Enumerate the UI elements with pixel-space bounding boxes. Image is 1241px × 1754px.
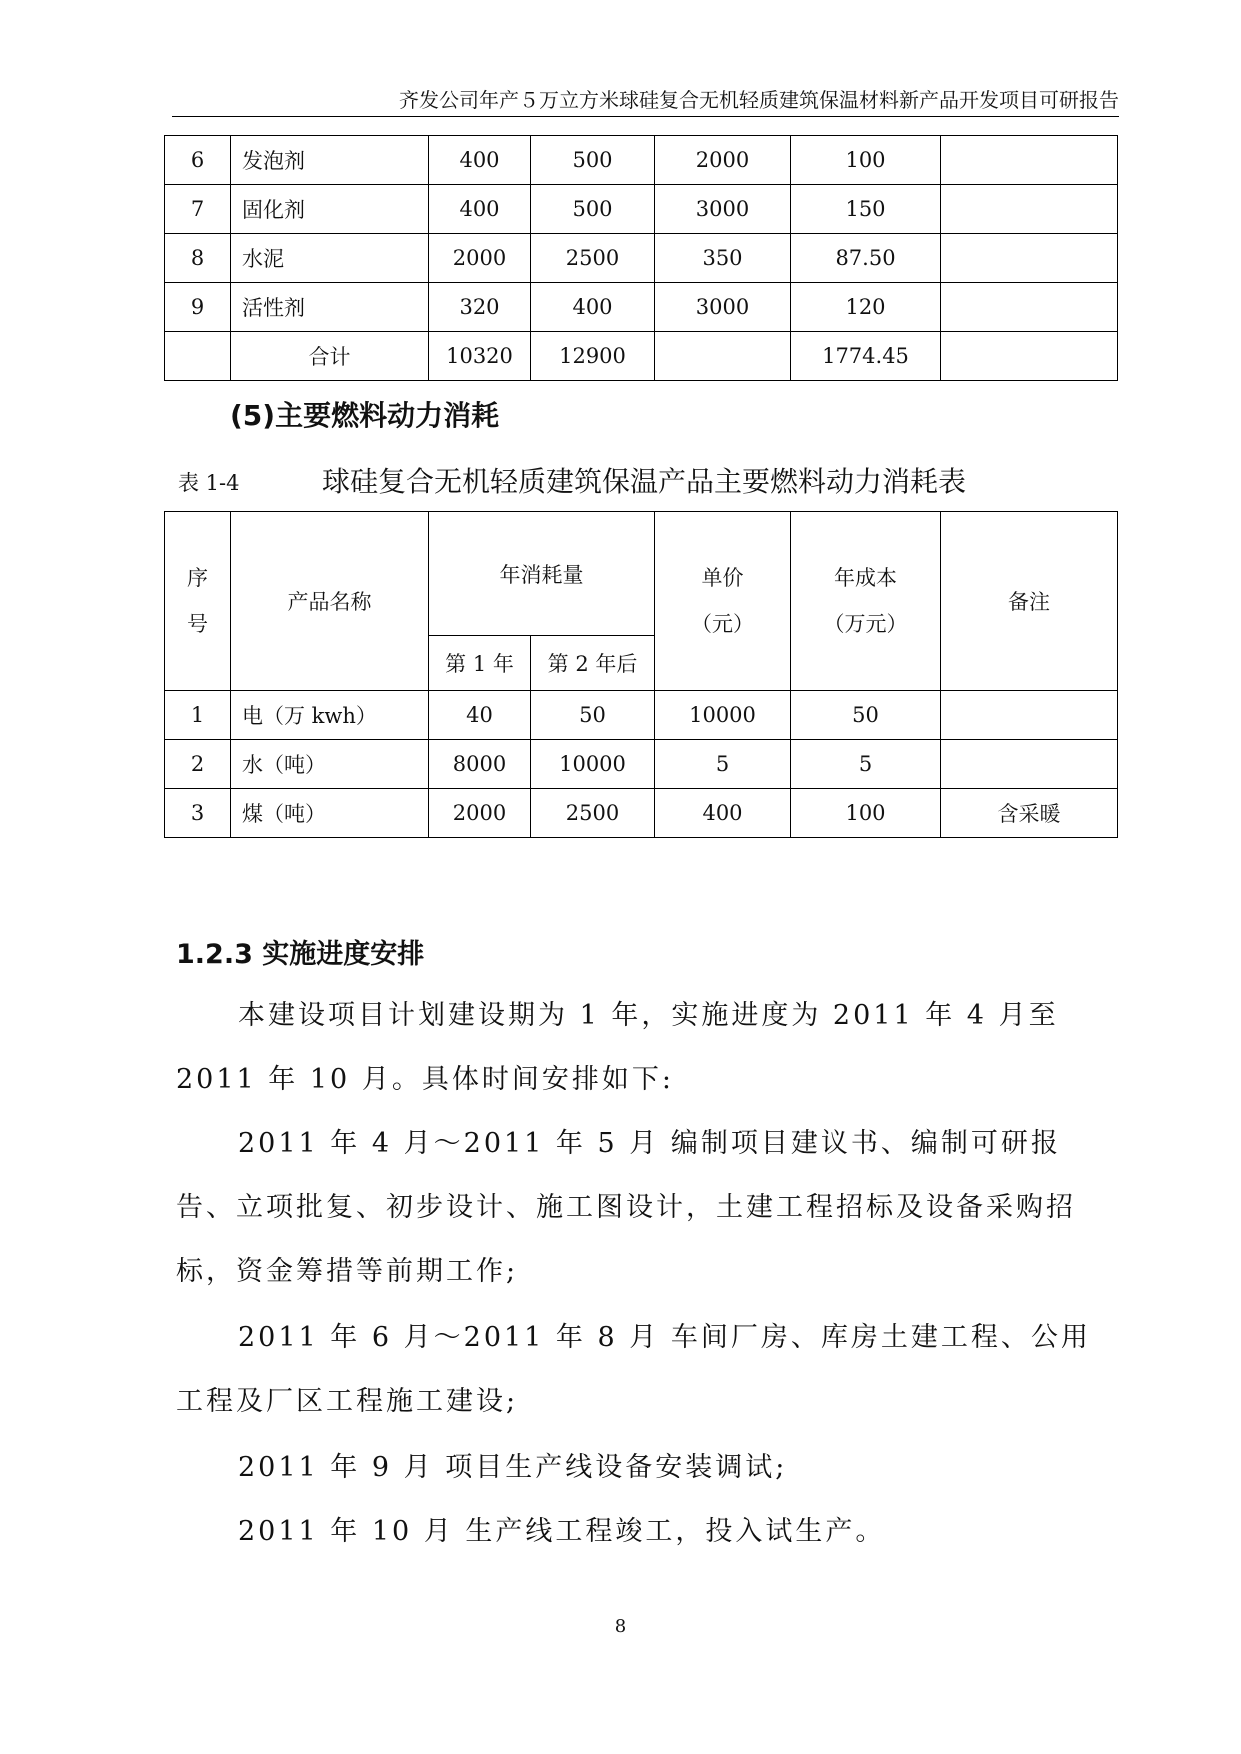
table-row [165, 185, 1118, 234]
row-year1: 400 [429, 136, 531, 185]
paragraph-text: 2011 年 6 月～2011 年 8 月 车间厂房、库房土建工程、公用工程及厂区工程施工建设; [176, 1322, 1091, 1417]
table-row [165, 691, 1118, 740]
table-row [165, 740, 1118, 789]
row-year2: 500 [531, 136, 655, 185]
running-header: 齐发公司年产５万立方米球硅复合无机轻质建筑保温材料新产品开发项目可研报告 [399, 88, 1119, 112]
row-cost: 100 [791, 136, 941, 185]
table-number: 表 1-4 [178, 471, 240, 495]
header-no [165, 512, 231, 691]
row-note [941, 136, 1118, 185]
total-cost: 1774.45 [791, 332, 941, 381]
row-price: 400 [655, 789, 791, 838]
row-year1: 320 [429, 283, 531, 332]
total-note [941, 332, 1118, 381]
row-price: 5 [655, 740, 791, 789]
table-row [165, 234, 1118, 283]
row-year1: 8000 [429, 740, 531, 789]
row-price: 350 [655, 234, 791, 283]
total-no [165, 332, 231, 381]
row-no: 8 [165, 234, 231, 283]
header-note: 备注 [941, 512, 1118, 691]
row-price: 3000 [655, 283, 791, 332]
row-price: 2000 [655, 136, 791, 185]
table-title: 球硅复合无机轻质建筑保温产品主要燃料动力消耗表 [322, 465, 967, 498]
row-year2: 400 [531, 283, 655, 332]
materials-table [164, 135, 1118, 381]
row-cost: 5 [791, 740, 941, 789]
row-price: 3000 [655, 185, 791, 234]
row-name: 水（吨） [231, 740, 429, 789]
paragraph-text: 2011 年 9 月 项目生产线设备安装调试; [238, 1452, 788, 1483]
row-year2: 2500 [531, 789, 655, 838]
row-name: 发泡剂 [231, 136, 429, 185]
row-no: 6 [165, 136, 231, 185]
row-name: 水泥 [231, 234, 429, 283]
row-note [941, 691, 1118, 740]
row-note [941, 234, 1118, 283]
paragraph [176, 1112, 1120, 1304]
total-label: 合计 [231, 332, 429, 381]
section-1-2-3-heading: 1.2.3 实施进度安排 [176, 939, 425, 970]
paragraph-text: 本建设项目计划建设期为 1 年，实施进度为 2011 年 4 月至 2011 年 10 月。具体时间安排如下: [176, 1000, 1059, 1095]
paragraph [176, 1500, 1120, 1564]
paragraph-text: 2011 年 4 月～2011 年 5 月 编制项目建议书、编制可研报告、立项批复、初步设计、施工图设计，土建工程招标及设备采购招标，资金筹措等前期工作; [176, 1128, 1076, 1287]
total-price [655, 332, 791, 381]
paragraph [176, 984, 1120, 1112]
row-cost: 150 [791, 185, 941, 234]
header-year2: 第 2 年后 [531, 636, 655, 691]
paragraph-text: 2011 年 10 月 生产线工程竣工，投入试生产。 [238, 1516, 886, 1547]
header-year1: 第 1 年 [429, 636, 531, 691]
row-note [941, 283, 1118, 332]
row-no: 9 [165, 283, 231, 332]
header-price-line1: 单价 [701, 566, 744, 590]
row-note [941, 740, 1118, 789]
header-annual: 年消耗量 [429, 512, 655, 636]
row-year1: 2000 [429, 789, 531, 838]
row-name: 电（万 kwh） [231, 691, 429, 740]
total-year2: 12900 [531, 332, 655, 381]
row-no: 1 [165, 691, 231, 740]
header-cost-line1: 年成本 [834, 566, 897, 590]
header-price [655, 512, 791, 691]
section-5-heading: (5)主要燃料动力消耗 [230, 399, 500, 432]
header-name: 产品名称 [231, 512, 429, 691]
row-cost: 100 [791, 789, 941, 838]
row-year2: 50 [531, 691, 655, 740]
header-row [165, 512, 1118, 636]
row-note [941, 185, 1118, 234]
total-row [165, 332, 1118, 381]
header-no-line1: 序 [187, 566, 208, 590]
energy-table [164, 511, 1118, 838]
row-name: 活性剂 [231, 283, 429, 332]
row-note: 含采暖 [941, 789, 1118, 838]
row-no: 7 [165, 185, 231, 234]
header-cost-line2: （万元） [823, 612, 908, 636]
paragraph [176, 1306, 1120, 1434]
total-year1: 10320 [429, 332, 531, 381]
table-row [165, 283, 1118, 332]
row-name: 煤（吨） [231, 789, 429, 838]
page-number: 8 [614, 1616, 627, 1637]
row-cost: 87.50 [791, 234, 941, 283]
row-year2: 2500 [531, 234, 655, 283]
row-year1: 2000 [429, 234, 531, 283]
table-row [165, 789, 1118, 838]
row-year2: 10000 [531, 740, 655, 789]
row-cost: 50 [791, 691, 941, 740]
paragraph [176, 1436, 1120, 1500]
row-price: 10000 [655, 691, 791, 740]
table-row [165, 136, 1118, 185]
row-cost: 120 [791, 283, 941, 332]
row-year1: 40 [429, 691, 531, 740]
header-price-line2: （元） [691, 612, 754, 636]
row-year2: 500 [531, 185, 655, 234]
row-name: 固化剂 [231, 185, 429, 234]
header-no-line2: 号 [187, 612, 208, 636]
header-rule [172, 116, 1119, 117]
row-no: 2 [165, 740, 231, 789]
row-year1: 400 [429, 185, 531, 234]
row-no: 3 [165, 789, 231, 838]
header-cost [791, 512, 941, 691]
